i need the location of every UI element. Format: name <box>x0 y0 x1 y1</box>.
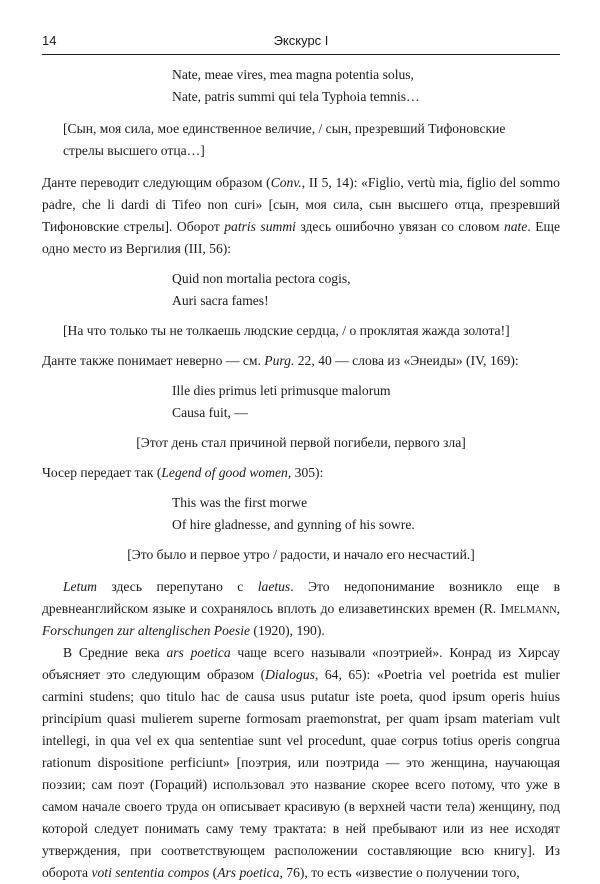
header-rule <box>42 54 560 55</box>
verse-line: This was the first morwe <box>172 495 308 510</box>
paragraph: Данте переводит следующим образом (Conv., II 5, 14): «Figlio, vertù mia, figlio del sommo padre, che li dardi di Tifeo non curi» [сын, моя сила, сын высшего отца, презревший Тифоновские стрелы]. Оборот patris summi здесь ошибочно увязан со словом nate. Еще одно место из Вергилия (III, 56): <box>42 175 560 256</box>
paragraph: В Средние века ars poetica чаще всего называли «поэтрией». Конрад из Хирсау объясняет это следующим образом (Dialogus, 64, 65): «Poetria vel poetrida est mulier carmini studens; quo titulo hac de causa usus putatur iste poeta, quod ipsum operis huius principium quasi mulierem superne formosam praemonstrat, per quam ipsam materiam vult intellegi, in qua vel ex qua sententiae sunt vel procedunt, quae corpus totius operis congrua rationum dispositione perficiunt» [поэтрия, или поэтрида — это женщина, научающая поэзии; сам поэт (Гораций) использовал это название скорее всего потому, что уже в самом начале своего труда он описывает красивую (в верхней части тела) женщину, под которой следует понимать саму тему трактата: в ней пребывают или из нее исходят утверждения, при соответствующем расположении составляющие всю книгу]. Из оборота voti sententia compos (Ars poetica, 76), то есть «известие о получении того, <box>42 645 560 880</box>
verse-line: Causa fuit, — <box>172 405 248 420</box>
verse-translation: [Это было и первое утро / радости, и начало его несчастий.] <box>127 547 475 562</box>
translation-line: стрелы высшего отца…] <box>63 143 205 158</box>
verse-quote <box>172 268 560 312</box>
page-header <box>42 33 560 53</box>
verse-line: Auri sacra fames! <box>172 293 269 308</box>
paragraph: Чосер передает так (Legend of good women, 305): <box>42 465 324 480</box>
verse-line: Nate, meae vires, mea magna potentia solus, <box>172 67 414 82</box>
paragraph: Данте также понимает неверно — см. Purg. 22, 40 — слова из «Энеиды» (IV, 169): <box>42 353 519 368</box>
page-content <box>42 64 560 884</box>
page-number: 14 <box>42 33 57 48</box>
verse-line: Nate, patris summi qui tela Typhoia temnis… <box>172 89 420 104</box>
verse-quote <box>172 492 560 536</box>
translation-line: [Сын, моя сила, мое единственное величие, / сын, презревший Тифоновские <box>63 121 506 136</box>
verse-translation: [Этот день стал причиной первой погибели, первого зла] <box>136 435 466 450</box>
verse-line: Quid non mortalia pectora cogis, <box>172 271 351 286</box>
verse-quote <box>172 380 560 424</box>
verse-line: Ille dies primus leti primusque malorum <box>172 383 391 398</box>
verse-quote <box>172 64 560 108</box>
verse-translation: [На что только ты не толкаешь людские сердца, / о проклятая жажда золота!] <box>63 323 510 338</box>
verse-line: Of hire gladnesse, and gynning of his sowre. <box>172 517 415 532</box>
paragraph: Letum здесь перепутано с laetus. Это недопонимание возникло еще в древнеанглийском языке и сохранялось вплоть до елизаветинских времен (R. Imelmann, Forschungen zur altenglischen Poesie (1920), 190). <box>42 579 560 638</box>
verse-translation <box>63 118 560 162</box>
running-title: Экскурс I <box>273 33 329 48</box>
